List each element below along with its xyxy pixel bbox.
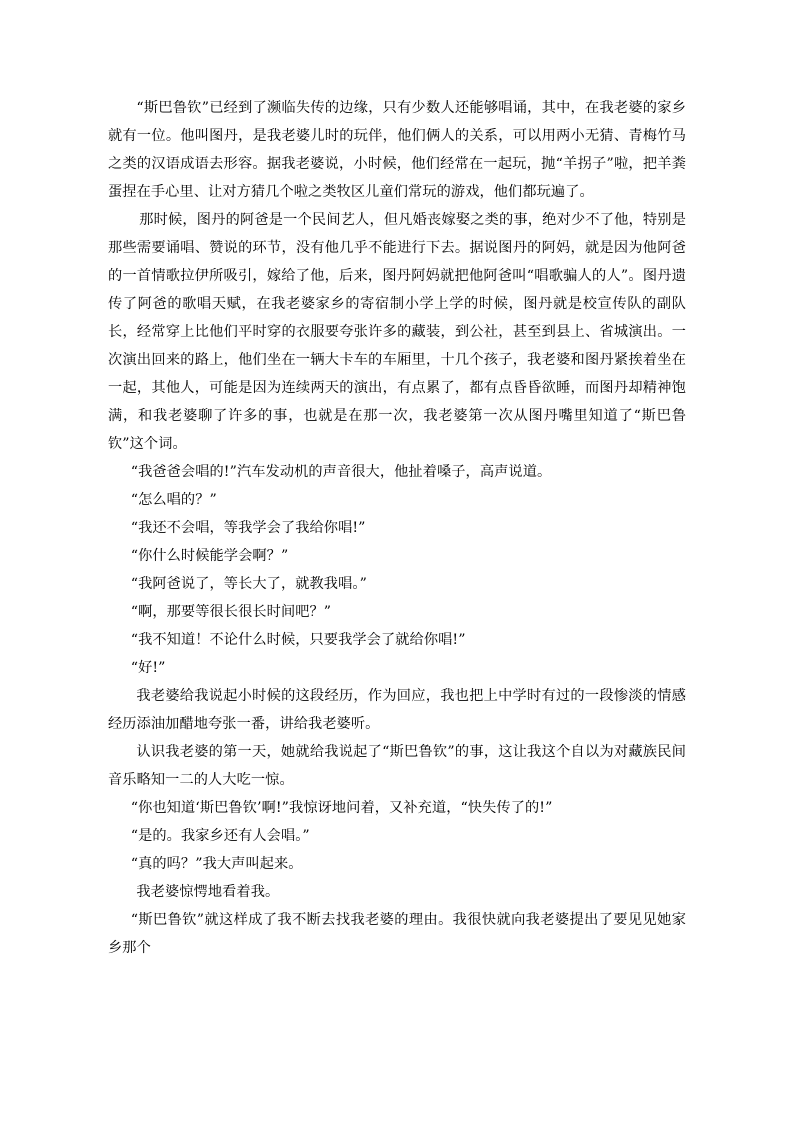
dialog-line: “我还不会唱，等我学会了我给你唱!” — [130, 520, 366, 536]
paragraph-first-day: 认识我老婆的第一天，她就给我说起了“斯巴鲁钦”的事，这让我这个自以为对藏族民间音乐略知一二的人大吃一惊。 — [108, 744, 686, 788]
paragraph-reason: “斯巴鲁钦”就这样成了我不断去找我老婆的理由。我很快就向我老婆提出了要见见她家乡那个 — [108, 912, 686, 956]
dialog-line: “是的。我家乡还有人会唱。” — [130, 828, 310, 844]
dialog-line: “你什么时候能学会啊？” — [130, 548, 289, 564]
dialog-line: “好!” — [130, 660, 166, 676]
document-page — [108, 94, 686, 962]
dialog-line: “怎么唱的？” — [130, 492, 217, 508]
paragraph-childhood-story: 我老婆给我说起小时候的这段经历，作为回应，我也把上中学时有过的一段惨淡的情感经历添油加醋地夸张一番，讲给我老婆听。 — [108, 688, 686, 732]
paragraph-father-artist: 那时候，图丹的阿爸是一个民间艺人，但凡婚丧嫁娶之类的事，绝对少不了他，特别是那些需要诵唱、赞说的环节，没有他几乎不能进行下去。据说图丹的阿妈，就是因为他阿爸的一首情歌拉伊所吸引，嫁给了他，后来，图丹阿妈就把他阿爸叫“唱歌骗人的人”。图丹遗传了阿爸的歌唱天赋，在我老婆家乡的寄宿制小学上学的时候，图丹就是校宣传队的副队长，经常穿上比他们平时穿的衣服要夸张许多的藏装，到公社，甚至到县上、省城演出。一次演出回来的路上，他们坐在一辆大卡车的车厢里，十几个孩子，我老婆和图丹紧挨着坐在一起，其他人，可能是因为连续两天的演出，有点累了，都有点昏昏欲睡，而图丹却精神饱满，和我老婆聊了许多的事，也就是在那一次，我老婆第一次从图丹嘴里知道了“斯巴鲁钦”这个词。 — [108, 212, 686, 452]
dialog-line: “我不知道！不论什么时候，只要我学会了就给你唱!” — [130, 632, 466, 648]
dialog-line: “我爸爸会唱的!”汽车发动机的声音很大，他扯着嗓子，高声说道。 — [130, 464, 552, 480]
paragraph-intro: “斯巴鲁钦”已经到了濒临失传的边缘，只有少数人还能够唱诵，其中，在我老婆的家乡就有一位。他叫图丹，是我老婆儿时的玩伴，他们俩人的关系，可以用两小无猜、青梅竹马之类的汉语成语去形容。据我老婆说，小时候，他们经常在一起玩，抛“羊拐子”啦，把羊粪蛋捏在手心里、让对方猜几个啦之类牧区儿童们常玩的游戏，他们都玩遍了。 — [108, 100, 686, 200]
dialog-line: “我阿爸说了，等长大了，就教我唱。” — [130, 576, 367, 592]
dialog-line: “你也知道‘斯巴鲁钦’啊!”我惊讶地问着，又补充道，“快失传了的!” — [130, 800, 553, 816]
dialog-line: “啊，那要等很长很长时间吧？” — [130, 604, 332, 620]
paragraph-astonished: 我老婆惊愕地看着我。 — [136, 884, 280, 900]
dialog-line: “真的吗？”我大声叫起来。 — [130, 856, 303, 872]
